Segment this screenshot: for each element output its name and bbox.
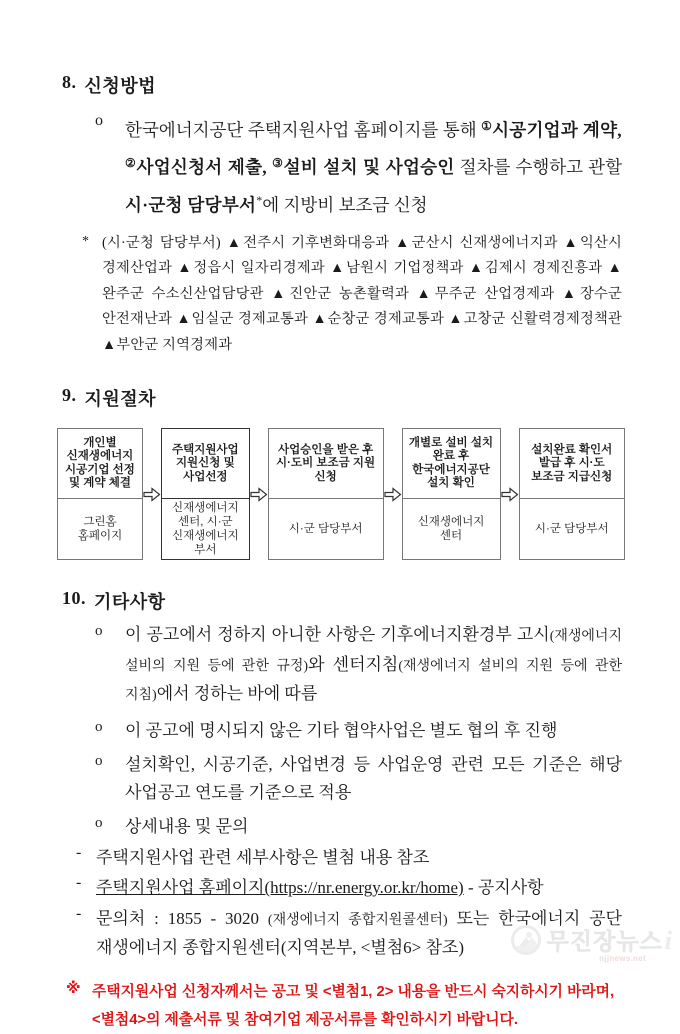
section-10-title: 기타사항 bbox=[94, 592, 166, 613]
bullet-text bbox=[125, 621, 622, 710]
bullet-marker: o bbox=[95, 753, 103, 770]
para-bold: 시공기업과 계약, bbox=[492, 120, 622, 140]
section-10-other-matters bbox=[62, 588, 622, 962]
footnote-marker: * bbox=[82, 233, 89, 249]
flow-step-2 bbox=[161, 428, 250, 560]
bullet-text: 이 공고에 명시되지 않은 기타 협약사업은 별도 협의 후 진행 bbox=[125, 720, 558, 740]
section-9-title: 지원절차 bbox=[84, 389, 157, 410]
dash-text: 주택지원사업 관련 세부사항은 별첨 내용 참조 bbox=[96, 847, 430, 867]
para-bold: 시·군청 담당부서 bbox=[125, 194, 257, 215]
dash-text-part: - 공지사항 bbox=[463, 878, 544, 898]
red-warning-notice bbox=[66, 978, 622, 1034]
flow-step-4-actor: 신재생에너지 센터 bbox=[417, 516, 485, 543]
section-10-number: 10. bbox=[62, 588, 86, 609]
section-8-heading bbox=[62, 72, 622, 98]
bullet-marker: o bbox=[95, 815, 103, 832]
homepage-link[interactable]: 주택지원사업 홈페이지(https://nr.energy.or.kr/home) bbox=[96, 878, 464, 898]
flow-step-3-action: 사업승인을 받은 후 시·도비 보조금 지원 신청 bbox=[269, 429, 383, 499]
flow-step-3 bbox=[268, 428, 384, 560]
bullet-item bbox=[95, 717, 622, 745]
footnote-reference-asterisk: * bbox=[256, 193, 263, 207]
section-9-support-procedure bbox=[62, 385, 622, 560]
circled-number-2: ② bbox=[125, 156, 137, 170]
bullet-text-part: 와 센터지침 bbox=[308, 654, 399, 674]
watermark-title: 무진장뉴스 bbox=[546, 928, 663, 954]
section-8-number: 8. bbox=[62, 72, 77, 92]
section-8-footnote bbox=[82, 231, 622, 359]
bullet-text: 설치확인, 시공기준, 사업변경 등 사업운영 관련 모든 기준은 해당 사업공고 연도를 기준으로 적용 bbox=[125, 755, 622, 802]
watermark-i-letter: i bbox=[664, 926, 672, 955]
parenthetical-small-text: (재생에너지 설비의 지원 등에 관한 규정) bbox=[125, 629, 622, 674]
dash-item bbox=[76, 844, 622, 872]
dash-marker: - bbox=[76, 874, 82, 892]
flow-step-2-actor: 신재생에너지 센터, 시·군 신재생에너지 부서 bbox=[172, 502, 239, 557]
section-8-bullet bbox=[95, 110, 622, 222]
dash-text-part: 문의처 : 1855 - 3020 bbox=[96, 908, 268, 928]
flow-step-1 bbox=[57, 428, 143, 560]
flow-step-1-action: 개인별 신재생에너지 시공기업 선정 및 계약 체결 bbox=[58, 429, 142, 499]
flow-arrow-icon bbox=[250, 428, 268, 560]
parenthetical-small-text: (재생에너지 종합지원콜센터) bbox=[267, 912, 448, 928]
section-8-title: 신청방법 bbox=[84, 76, 157, 96]
section-10-heading bbox=[62, 588, 622, 614]
flow-arrow-icon bbox=[501, 428, 519, 560]
para-bold: 설비 설치 및 사업승인 bbox=[283, 157, 455, 177]
section-8-apply-method bbox=[62, 72, 622, 358]
flow-step-4-action: 개별로 설비 설치 완료 후 한국에너지공단 설치 확인 bbox=[403, 429, 500, 499]
dash-marker: - bbox=[76, 843, 82, 861]
footnote-text: (시·군청 담당부서) ▲전주시 기후변화대응과 ▲군산시 신재생에너지과 ▲익산시 경제산업과 ▲정읍시 일자리경제과 ▲남원시 기업정책과 ▲김제시 경제진흥과 ▲완주군 수소신산업담당관 ▲진안군 농촌활력과 ▲무주군 산업경제과 ▲장수군 안전재난과 ▲임실군 경제교통과 ▲순창군 경제교통과 ▲고창군 신활력경제정책관 ▲부안군 지역경제과 bbox=[102, 234, 622, 353]
dash-marker: - bbox=[76, 904, 82, 922]
para-text: 에 지방비 보조금 신청 bbox=[262, 194, 428, 215]
warning-text: 주택지원사업 신청자께서는 공고 및 <별첨1, 2> 내용을 반드시 숙지하시기 바라며, <별첨4>의 제출서류 및 참여기업 제공서류를 확인하시기 바랍니다. bbox=[92, 983, 615, 1028]
flow-step-5 bbox=[519, 428, 625, 560]
reference-mark: ※ bbox=[66, 979, 81, 997]
flow-arrow-icon bbox=[384, 428, 402, 560]
bullet-text-part: 에서 정하는 바에 따름 bbox=[156, 684, 318, 704]
parenthetical-small-text: (재생에너지 설비의 지원 등에 관한 지침) bbox=[125, 658, 622, 704]
flow-step-3-actor: 시·군 담당부서 bbox=[288, 523, 363, 536]
bullet-marker: o bbox=[95, 112, 103, 129]
bullet-text-part: 이 공고에서 정하지 아니한 사항은 기후에너지환경부 고시 bbox=[125, 625, 550, 645]
bullet-text: 상세내용 및 문의 bbox=[125, 817, 249, 837]
para-text: 한국에너지공단 주택지원사업 홈페이지를 통해 bbox=[125, 120, 482, 140]
watermark-site-url: njjnews.net bbox=[599, 954, 646, 963]
bullet-item bbox=[95, 813, 622, 841]
flow-step-5-actor: 시·군 담당부서 bbox=[534, 523, 609, 536]
flow-step-4 bbox=[402, 428, 501, 560]
bullet-marker: o bbox=[95, 718, 103, 735]
dash-text bbox=[96, 874, 622, 902]
section-9-number: 9. bbox=[62, 385, 77, 406]
section-8-paragraph bbox=[125, 110, 622, 222]
para-text: 절차를 수행하고 관할 bbox=[454, 157, 622, 177]
section-9-heading bbox=[62, 385, 622, 411]
bullet-item bbox=[95, 751, 622, 806]
circled-number-3: ③ bbox=[272, 156, 284, 170]
para-bold: 사업신청서 제출, bbox=[136, 157, 267, 177]
flow-step-1-actor: 그린홈 홈페이지 bbox=[77, 516, 123, 543]
news-logo-icon bbox=[511, 925, 541, 955]
dash-item bbox=[76, 874, 622, 902]
flow-step-5-action: 설치완료 확인서 발급 후 시·도 보조금 지급신청 bbox=[520, 429, 624, 499]
news-watermark bbox=[511, 923, 672, 963]
watermark-text bbox=[546, 923, 672, 963]
flow-step-2-action: 주택지원사업 지원신청 및 사업선정 bbox=[162, 429, 249, 499]
bullet-item bbox=[95, 621, 622, 710]
bullet-marker: o bbox=[95, 623, 103, 640]
procedure-flow-diagram bbox=[57, 428, 625, 560]
dash-text-part: 또는 한국에너지 공단 재생에너지 종합지원센터(지역본부, <별첨6> 참조) bbox=[96, 908, 622, 958]
flow-arrow-icon bbox=[143, 428, 161, 560]
circled-number-1: ① bbox=[481, 119, 493, 133]
